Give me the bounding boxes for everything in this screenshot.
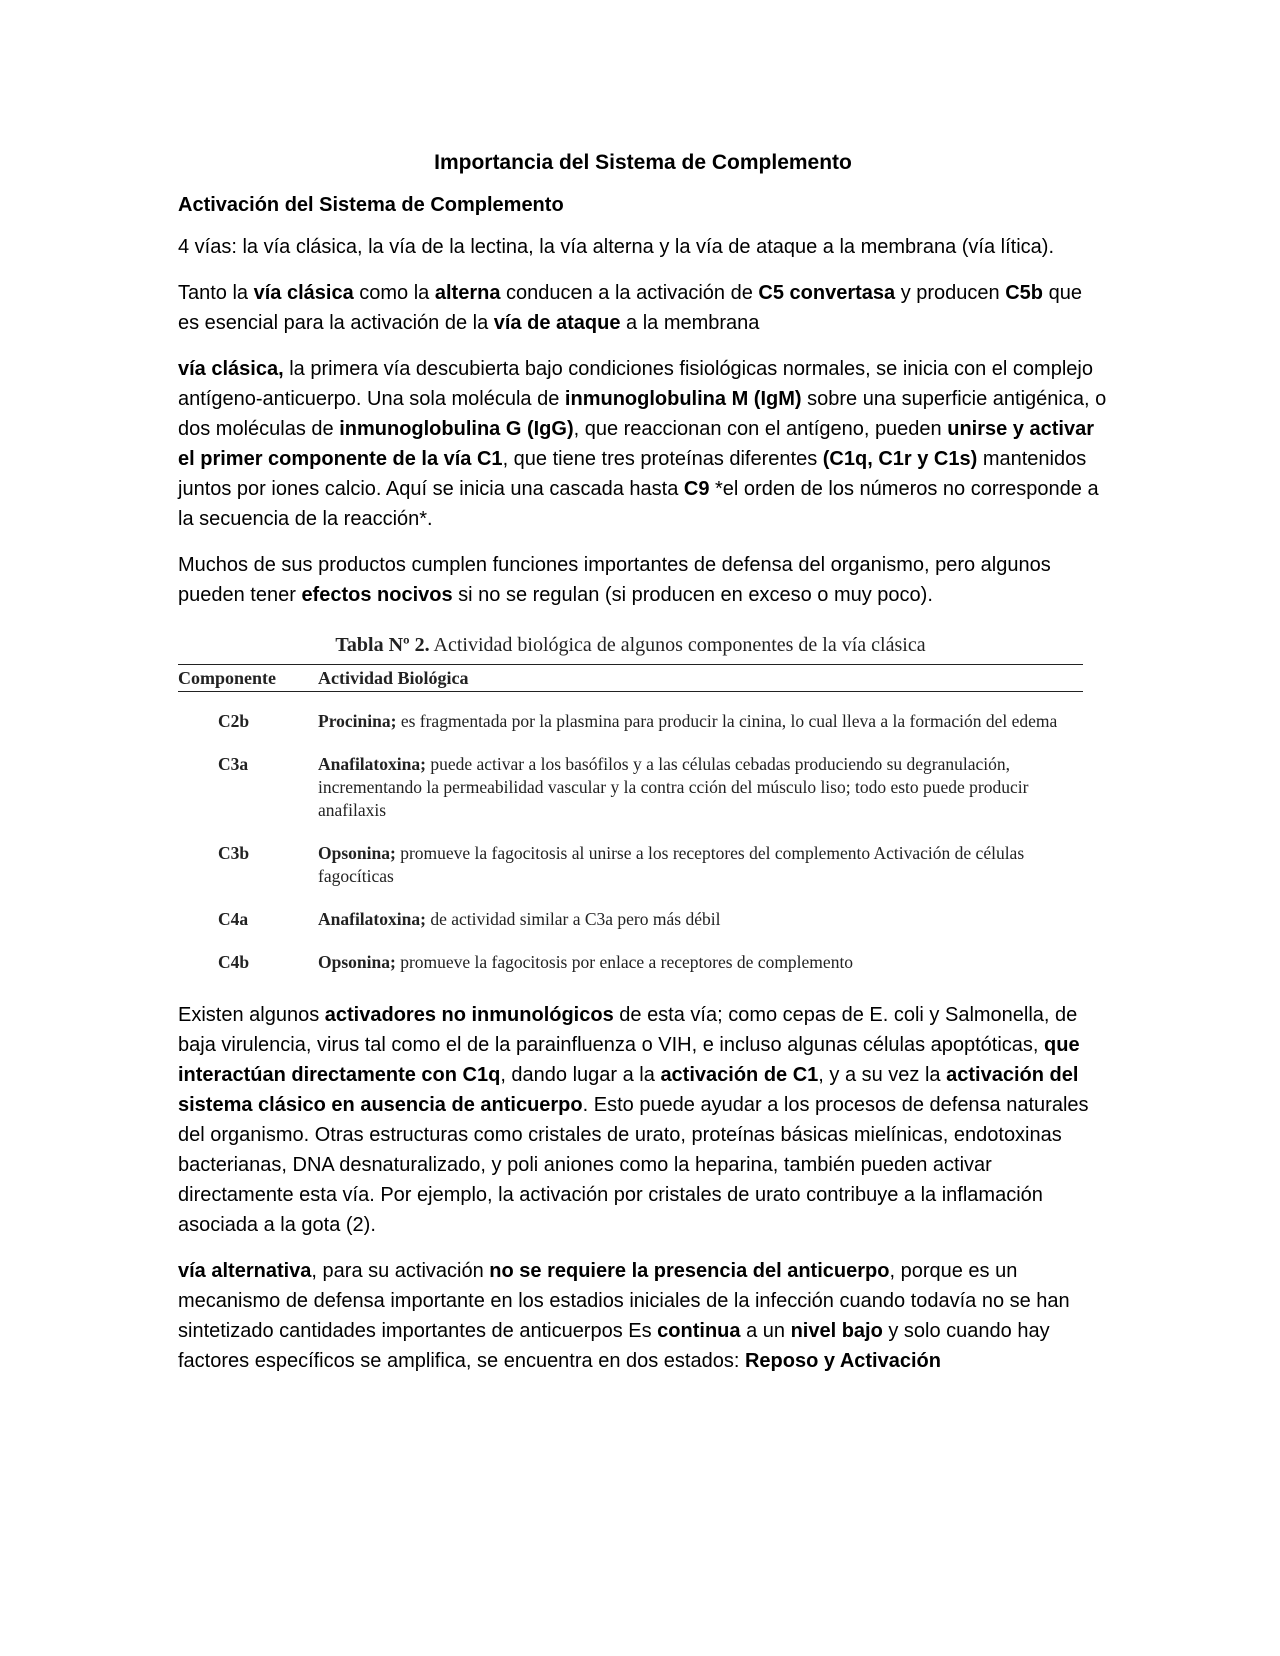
row-activity: Anafilatoxina; de actividad similar a C3a pero más débil — [318, 909, 721, 929]
header-component: Componente — [178, 668, 276, 688]
paragraph-classic-alternate: Tanto la vía clásica como la alterna conducen a la activación de C5 convertasa y producen C5b que es esencial para la activación de la vía de ataque a la membrana — [178, 282, 1082, 334]
row-activity: Procinina; es fragmentada por la plasmina para producir la cinina, lo cual lleva a la formación del edema — [318, 711, 1058, 731]
paragraph-four-pathways: 4 vías: la vía clásica, la vía de la lectina, la vía alterna y la vía de ataque a la membrana (vía lítica). — [178, 236, 1054, 258]
table-row — [178, 710, 1083, 733]
paragraph-classic-pathway: vía clásica, la primera vía descubierta bajo condiciones fisiológicas normales, se inicia con el complejo antígeno-anticuerpo. Una sola molécula de inmunoglobulina M (IgM) sobre una superficie antigénica, o dos moléculas de inmunoglobulina G (IgG), que reaccionan con el antígeno, pueden unirse y activar el primer componente de la vía C1, que tiene tres proteínas diferentes (C1q, C1r y C1s) mantenidos juntos por iones calcio. Aquí se inicia una cascada hasta C9 *el orden de los números no corresponde a la secuencia de la reacción*. — [178, 358, 1107, 530]
row-activity: Opsonina; promueve la fagocitosis al unirse a los receptores del complemento Activación de células fagocíticas — [318, 843, 1025, 886]
paragraph-non-immunologic-activators: Existen algunos activadores no inmunológicos de esta vía; como cepas de E. coli y Salmonella, de baja virulencia, virus tal como el de la parainfluenza o VIH, e incluso algunas células apoptóticas, que interactúan directamente con C1q, dando lugar a la activación de C1, y a su vez la activación del sistema clásico en ausencia de anticuerpo. Esto puede ayudar a los procesos de defensa naturales del organismo. Otras estructuras como cristales de urato, proteínas básicas mielínicas, endotoxinas bacterianas, DNA desnaturalizado, y poli aniones como la heparina, también pueden activar directamente esta vía. Por ejemplo, la activación por cristales de urato contribuye a la inflamación asociada a la gota (2). — [178, 1004, 1089, 1236]
table-row — [178, 842, 1083, 888]
table-row — [178, 951, 1083, 974]
table-header — [178, 665, 1083, 691]
document-title: Importancia del Sistema de Complemento — [434, 151, 852, 174]
row-component: C4a — [218, 909, 249, 929]
table-body — [178, 692, 1083, 974]
row-component: C3a — [218, 754, 249, 774]
paragraph-products: Muchos de sus productos cumplen funciones importantes de defensa del organismo, pero algunos pueden tener efectos nocivos si no se regulan (si producen en exceso o muy poco). — [178, 554, 1051, 606]
section-heading: Activación del Sistema de Complemento — [178, 194, 564, 216]
table-row — [178, 908, 1083, 931]
table-caption: Tabla Nº 2. Actividad biológica de algunos componentes de la vía clásica — [335, 634, 926, 656]
biological-activity-table — [178, 632, 1083, 974]
paragraph-alternative-pathway: vía alternativa, para su activación no se requiere la presencia del anticuerpo, porque es un mecanismo de defensa importante en los estadios iniciales de la infección cuando todavía no se han sintetizado cantidades importantes de anticuerpos Es continua a un nivel bajo y solo cuando hay factores específicos se amplifica, se encuentra en dos estados: Reposo y Activación — [178, 1260, 1070, 1372]
header-activity: Actividad Biológica — [318, 668, 469, 688]
row-component: C3b — [218, 843, 250, 863]
document-content — [178, 148, 1108, 1392]
row-component: C4b — [218, 952, 250, 972]
row-component: C2b — [218, 711, 250, 731]
row-activity: Opsonina; promueve la fagocitosis por enlace a receptores de complemento — [318, 952, 854, 972]
row-activity: Anafilatoxina; puede activar a los basófilos y a las células cebadas produciendo su degranulación, incrementando la permeabilidad vascular y la contra cción del músculo liso; todo esto puede producir anafilaxis — [318, 754, 1029, 820]
table-row — [178, 753, 1083, 822]
